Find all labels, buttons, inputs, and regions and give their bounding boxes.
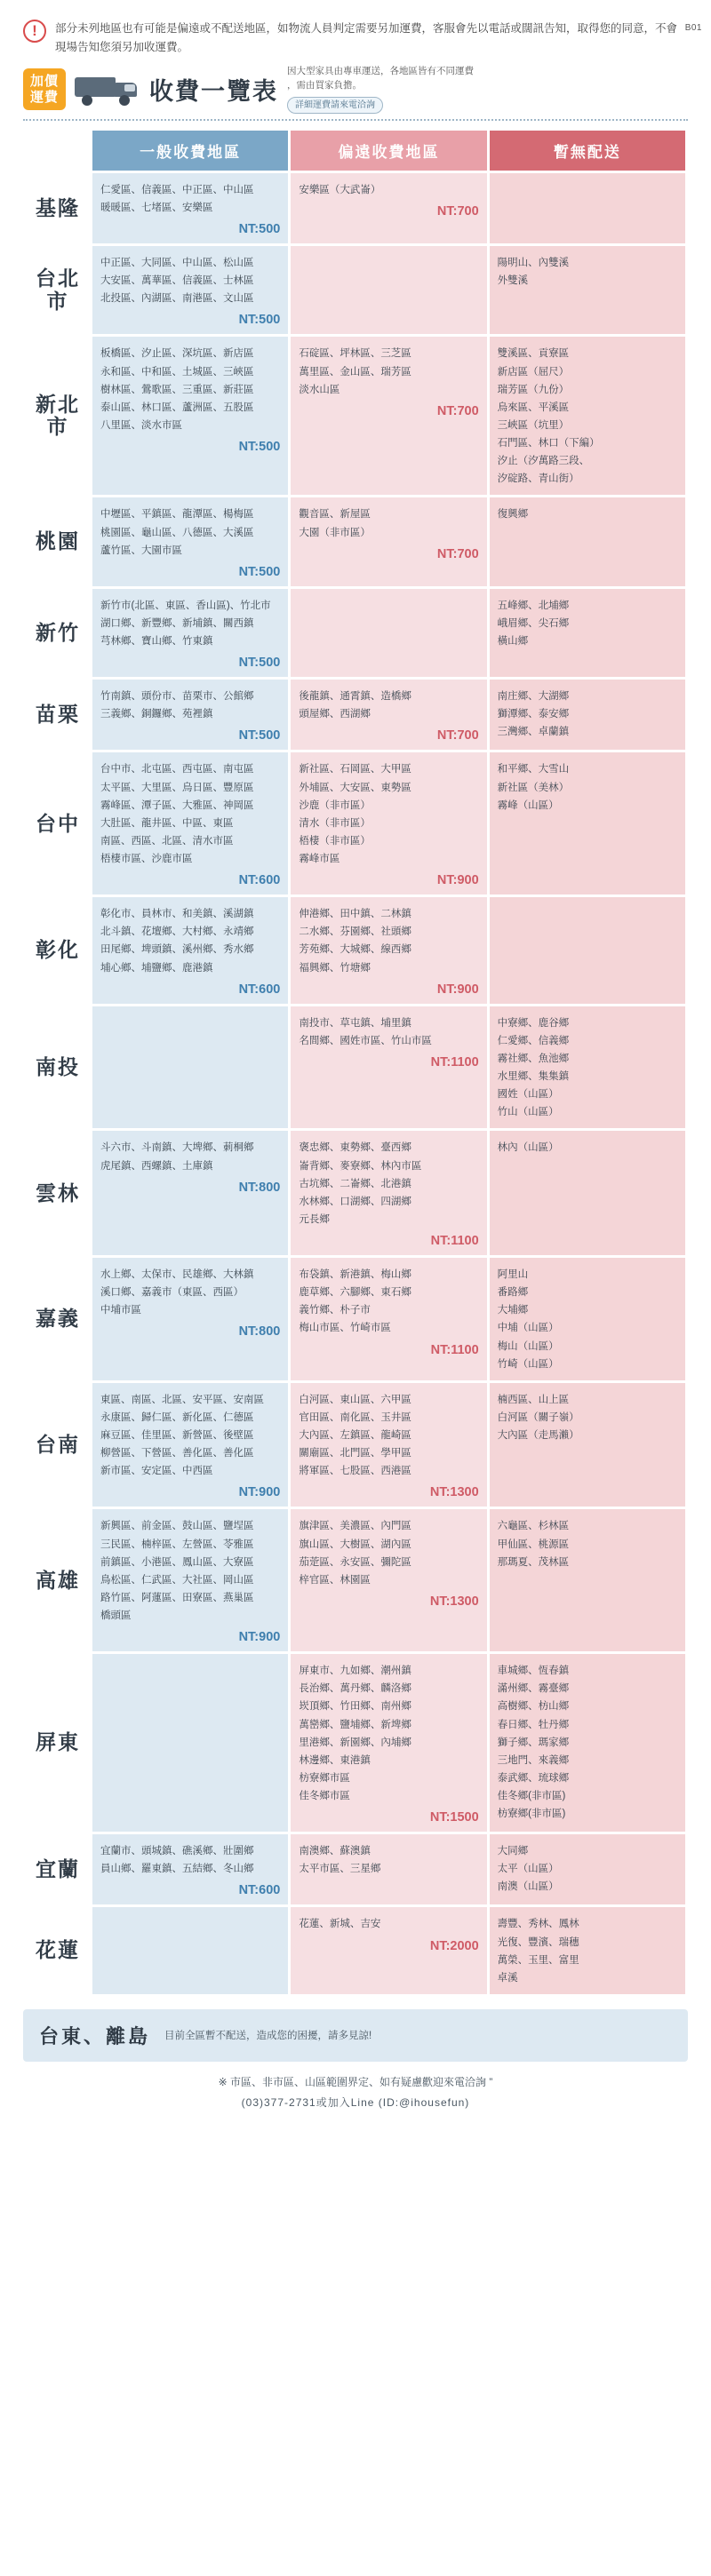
table-row [26, 337, 685, 495]
price-remote: NT:1100 [430, 1342, 479, 1357]
area-list-none: 南庄鄉、大湖鄉 獅潭鄉、泰安鄉 三灣鄉、卓蘭鎮 [497, 691, 570, 738]
region-label: 基隆 [36, 195, 80, 219]
table-row [26, 1131, 685, 1255]
cell-normal [92, 1509, 288, 1651]
area-list-none: 楠西區、山上區 白河區（關子嶺） 大內區（走馬瀨） [497, 1394, 579, 1441]
price-normal: NT:500 [238, 564, 281, 579]
table-row [26, 246, 685, 334]
top-note-text: 部分未列地區也有可能是偏遠或不配送地區，如物流人員判定需要另加運費，客服會先以電話或闊訊告知，取得您的同意，不會現場告知您須另加收運費。 [55, 22, 678, 53]
area-list-none: 壽豐、秀林、鳳林 光復、豐濱、瑞穗 萬榮、玉里、富里 卓溪 [497, 1919, 579, 1984]
cell-remote [291, 246, 486, 334]
cell-none [490, 1907, 685, 1994]
cell-remote [291, 1383, 486, 1507]
cell-normal [92, 1907, 288, 1994]
area-list-normal: 新竹市(北區、東區、香山區)、竹北市 湖口鄉、新豐鄉、新埔鎮、關西鎮 芎林鄉、寶山鄉、竹東鎮 [100, 600, 271, 647]
cell-normal [92, 246, 288, 334]
table-row [26, 752, 685, 894]
cell-remote [291, 1907, 486, 1994]
area-list-normal: 中正區、大同區、中山區、松山區 大安區、萬華區、信義區、士林區 北投區、內湖區、南港區、文山區 [100, 258, 254, 305]
divider [23, 119, 688, 121]
outlying-title: 台東、離島 [39, 2024, 151, 2047]
cell-remote [291, 897, 486, 1004]
cell-none [490, 752, 685, 894]
cell-normal [92, 897, 288, 1004]
contact-line-1: ※ 市區、非市區、山區範圍界定、如有疑慮歡迎來電洽詢 ” [218, 2075, 493, 2088]
banner-side-text: 因大型家具由專車運送，各地區皆有不同運費 ，需由買家負擔。 [287, 66, 475, 91]
cell-remote [291, 337, 486, 495]
price-normal: NT:800 [238, 1180, 281, 1195]
cell-none [490, 589, 685, 677]
region-label: 新竹 [36, 620, 80, 644]
area-list-remote: 新社區、石岡區、大甲區 外埔區、大安區、東勢區 沙鹿（非市區） 清水（非市區） 梧棲（非市區） 霧峰市區 [299, 764, 411, 864]
area-list-normal: 板橋區、汐止區、深坑區、新店區 永和區、中和區、土城區、三峽區 樹林區、鶯歌區、三重區、新莊區 泰山區、林口區、蘆洲區、五股區 八里區、淡水市區 [100, 348, 254, 431]
price-remote: NT:1500 [429, 1810, 479, 1825]
price-remote: NT:700 [436, 728, 479, 743]
area-list-remote: 布袋鎮、新港鎮、梅山鄉 鹿草鄉、六腳鄉、東石鄉 義竹鄉、朴子市 梅山市區、竹崎市區 [299, 1269, 411, 1334]
table-row [26, 1907, 685, 1994]
area-list-normal: 彰化市、員林市、和美鎮、溪湖鎮 北斗鎮、花壇鄉、大村鄉、永靖鄉 田尾鄉、埤頭鎮、溪州鄉、秀水鄉 埔心鄉、埔鹽鄉、鹿港鎮 [100, 909, 254, 974]
area-list-none: 和平鄉、大雪山 新社區（美林） 霧峰（山區） [497, 764, 570, 811]
corner-code: B01 [684, 23, 702, 33]
price-remote: NT:900 [436, 873, 479, 888]
region-label: 台南 [36, 1432, 80, 1456]
area-list-normal: 宜蘭市、頭城鎮、礁溪鄉、壯圍鄉 員山鄉、羅東鎮、五結鄉、冬山鄉 [100, 1846, 254, 1875]
area-list-remote: 安樂區（大武崙） [299, 184, 381, 195]
contact-line-2[interactable]: (03)377-2731或加入Line (ID:@ihousefun) [241, 2095, 470, 2109]
region-label: 南投 [36, 1054, 80, 1078]
price-remote: NT:2000 [429, 1938, 479, 1953]
cell-remote [291, 752, 486, 894]
area-list-remote: 花蓮、新城、吉安 [299, 1919, 381, 1930]
area-list-remote: 屏東市、九如鄉、潮州鎮 長治鄉、萬丹鄉、麟洛鄉 崁頂鄉、竹田鄉、南州鄉 萬巒鄉、鹽埔鄉、新埤鄉 里港鄉、新園鄉、內埔鄉 林邊鄉、東港鎮 枋寮鄉市區 佳冬鄉市區 [299, 1666, 411, 1801]
cell-none [490, 1006, 685, 1129]
banner-side-note [287, 65, 474, 114]
region-label: 桃園 [36, 529, 80, 553]
cell-none [490, 680, 685, 750]
price-remote: NT:1100 [430, 1234, 479, 1248]
cell-normal [92, 1258, 288, 1380]
region-label: 台中 [36, 811, 80, 835]
cell-remote [291, 1258, 486, 1380]
cell-none [490, 497, 685, 585]
region-label: 彰化 [36, 938, 80, 962]
cell-remote [291, 1006, 486, 1129]
table-row [26, 1509, 685, 1651]
banner [23, 65, 688, 114]
cell-normal [92, 1383, 288, 1507]
price-normal: NT:900 [238, 1630, 281, 1645]
truck-icon [75, 74, 140, 106]
table-row [26, 1006, 685, 1129]
cell-normal [92, 589, 288, 677]
area-list-none: 雙溪區、貢寮區 新店區（屈尺） 瑞芳區（九份） 烏來區、平溪區 三峽區（坑里） 石門區、林口（下編） 汐止（汐萬路三段、 汐碇路、青山街） [497, 348, 600, 485]
area-list-remote: 石碇區、坪林區、三芝區 萬里區、金山區、瑞芳區 淡水山區 [299, 348, 411, 395]
price-normal: NT:600 [238, 873, 281, 888]
area-list-none: 大同鄉 太平（山區） 南澳（山區） [497, 1846, 559, 1893]
price-remote: NT:700 [436, 203, 479, 219]
area-list-none: 林內（山區） [497, 1142, 559, 1154]
cell-remote [291, 1834, 486, 1904]
surcharge-badge: 加價 運費 [23, 68, 66, 110]
table-row [26, 897, 685, 1004]
table-row [26, 680, 685, 750]
cell-none [490, 1131, 685, 1255]
price-remote: NT:1100 [430, 1054, 479, 1069]
cell-normal [92, 1131, 288, 1255]
cell-normal [92, 752, 288, 894]
cell-remote [291, 173, 486, 243]
table-row [26, 589, 685, 677]
table-row [26, 1654, 685, 1832]
cell-normal [92, 1654, 288, 1832]
cell-none [490, 897, 685, 1004]
region-label: 高雄 [36, 1568, 80, 1592]
table-row [26, 1834, 685, 1904]
fee-table-page [0, 20, 711, 2130]
area-list-none: 六龜區、杉林區 甲仙區、桃源區 那瑪夏、茂林區 [497, 1521, 570, 1568]
cell-remote [291, 1509, 486, 1651]
area-list-none: 阿里山 番路鄉 大埔鄉 中埔（山區） 梅山（山區） 竹崎（山區） [497, 1269, 559, 1370]
table-row [26, 173, 685, 243]
area-list-normal: 新興區、前金區、鼓山區、鹽埕區 三民區、楠梓區、左營區、苓雅區 前鎮區、小港區、鳳山區、大寮區 鳥松區、仁武區、大社區、岡山區 路竹區、阿蓮區、田寮區、燕巢區 橋頭區 [100, 1521, 254, 1621]
cell-remote [291, 680, 486, 750]
price-normal: NT:500 [238, 440, 281, 454]
price-remote: NT:700 [436, 546, 479, 561]
price-remote: NT:1300 [429, 1485, 479, 1500]
area-list-remote: 白河區、東山區、六甲區 官田區、南化區、玉井區 大內區、左鎮區、龍崎區 關廟區、北門區、學甲區 將軍區、七股區、西港區 [299, 1394, 411, 1477]
table-row [26, 1383, 685, 1507]
area-list-normal: 台中市、北屯區、西屯區、南屯區 太平區、大里區、烏日區、豐原區 霧峰區、潭子區、大雅區、神岡區 大肚區、龍井區、中區、東區 南區、西區、北區、清水市區 梧棲市區、沙鹿市區 [100, 764, 254, 864]
area-list-remote: 伸港鄉、田中鎮、二林鎮 二水鄉、芬園鄉、社頭鄉 芳苑鄉、大城鄉、線西鄉 福興鄉、竹塘鄉 [299, 909, 411, 974]
outlying-islands-box [23, 2009, 688, 2062]
area-list-remote: 觀音區、新屋區 大園（非市區） [299, 509, 371, 538]
area-list-none: 五峰鄉、北埔鄉 峨眉鄉、尖石鄉 橫山鄉 [497, 600, 570, 647]
area-list-none: 中寮鄉、鹿谷鄉 仁愛鄉、信義鄉 霧社鄉、魚池鄉 水里鄉、集集鎮 國姓（山區） 竹山（山區） [497, 1017, 570, 1118]
region-label: 屏東 [36, 1730, 80, 1754]
area-list-remote: 褒忠鄉、東勢鄉、臺西鄉 崙背鄉、麥寮鄉、林內市區 古坑鄉、二崙鄉、北港鎮 水林鄉、口湖鄉、四湖鄉 元長鄉 [299, 1142, 422, 1225]
price-remote: NT:700 [436, 403, 479, 418]
cell-normal [92, 1834, 288, 1904]
table-row [26, 1258, 685, 1380]
area-list-remote: 旗津區、美濃區、內門區 旗山區、大樹區、湖內區 茄萣區、永安區、彌陀區 梓官區、林園區 [299, 1521, 411, 1586]
page-title: 收費一覽表 [149, 78, 279, 105]
cell-normal [92, 337, 288, 495]
price-normal: NT:500 [238, 313, 281, 328]
cell-none [490, 1258, 685, 1380]
region-label: 新北市 [36, 393, 80, 439]
cell-none [490, 173, 685, 243]
header-label [26, 131, 90, 171]
region-label: 雲林 [36, 1181, 80, 1205]
price-remote: NT:1300 [429, 1594, 479, 1609]
area-list-normal: 仁愛區、信義區、中正區、中山區 暖暖區、七堵區、安樂區 [100, 184, 254, 213]
cell-none [490, 1383, 685, 1507]
cell-none [490, 1509, 685, 1651]
cell-none [490, 246, 685, 334]
price-normal: NT:600 [238, 1883, 281, 1898]
header-none: 暫無配送 [490, 131, 685, 171]
cell-remote [291, 1131, 486, 1255]
region-label: 宜蘭 [36, 1857, 80, 1881]
region-label: 苗栗 [36, 703, 80, 727]
header-remote: 偏遠收費地區 [291, 131, 486, 171]
table-row [26, 497, 685, 585]
area-list-normal: 中壢區、平鎮區、龍潭區、楊梅區 桃園區、龜山區、八德區、大溪區 蘆竹區、大園市區 [100, 509, 254, 556]
area-list-normal: 水上鄉、太保市、民雄鄉、大林鎮 溪口鄉、嘉義市（東區、西區） 中埔市區 [100, 1269, 254, 1316]
region-label: 嘉義 [36, 1307, 80, 1331]
area-list-none: 陽明山、內雙溪 外雙溪 [497, 258, 570, 287]
price-normal: NT:500 [238, 656, 281, 671]
table-header-row [26, 131, 685, 171]
cell-normal [92, 680, 288, 750]
price-normal: NT:500 [238, 728, 281, 743]
price-normal: NT:900 [238, 1485, 281, 1500]
price-remote: NT:900 [436, 982, 479, 997]
table-body [26, 173, 685, 1994]
header-normal: 一般收費地區 [92, 131, 288, 171]
price-normal: NT:500 [238, 222, 281, 236]
cell-none [490, 337, 685, 495]
area-list-remote: 南投市、草屯鎮、埔里鎮 名間鄉、國姓市區、竹山市區 [299, 1017, 432, 1046]
area-list-normal: 斗六市、斗南鎮、大埤鄉、莿桐鄉 虎尾鎮、西螺鎮、土庫鎮 [100, 1142, 254, 1172]
area-list-normal: 竹南鎮、頭份市、苗栗市、公館鄉 三義鄉、銅鑼鄉、苑裡鎮 [100, 691, 254, 720]
area-list-none: 復興鄉 [497, 509, 529, 521]
area-list-normal: 東區、南區、北區、安平區、安南區 永康區、歸仁區、新化區、仁德區 麻豆區、佳里區、新營區、後壁區 柳營區、下營區、善化區、善化區 新市區、安定區、中西區 [100, 1394, 264, 1477]
area-list-remote: 南澳鄉、蘇澳鎮 太平市區、三星鄉 [299, 1846, 381, 1875]
top-note [23, 20, 688, 56]
exclamation-icon: ! [23, 20, 46, 43]
cell-remote [291, 589, 486, 677]
cell-normal [92, 173, 288, 243]
region-label: 花蓮 [36, 1938, 80, 1962]
cell-remote [291, 1654, 486, 1832]
cell-none [490, 1834, 685, 1904]
inquiry-pill[interactable]: 詳細運費請來電洽詢 [287, 97, 383, 114]
cell-none [490, 1654, 685, 1832]
area-list-remote: 後龍鎮、通霄鎮、造橋鄉 頭屋鄉、西湖鄉 [299, 691, 411, 720]
outlying-subtitle: 目前全區暫不配送，造成您的困擾，請多見諒! [164, 2031, 372, 2042]
region-label: 台北市 [36, 266, 80, 313]
area-list-none: 車城鄉、恆春鎮 滿州鄉、霧臺鄉 高樹鄉、枋山鄉 春日鄉、牡丹鄉 獅子鄉、瑪家鄉 三地門、來義鄉 泰武鄉、琉球鄉 佳冬鄉(非市區) 枋寮鄉(非市區) [497, 1666, 570, 1820]
cell-remote [291, 497, 486, 585]
price-normal: NT:800 [238, 1324, 281, 1340]
contact-block [23, 2072, 688, 2113]
price-normal: NT:600 [238, 982, 281, 997]
cell-normal [92, 1006, 288, 1129]
cell-normal [92, 497, 288, 585]
fee-table [23, 128, 688, 1997]
